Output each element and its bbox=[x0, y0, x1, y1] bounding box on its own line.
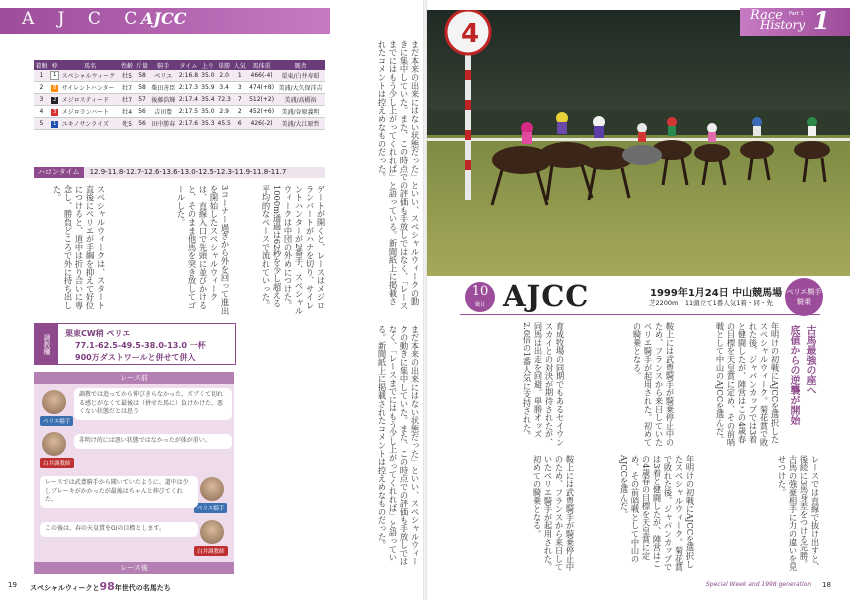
body-column: まだ本来の出来にはない状態だった」といい、スペシャルウィークの動きに集中していた。また、この時点での評価も手放しではなく、「レースまでにはもう少し上がってくれれば」と語っている。新聞紙上に掲載されたコメントは控えめなものだった。 bbox=[377, 325, 420, 566]
col-header: 厩舎 bbox=[276, 60, 325, 70]
page-number-left: 19 bbox=[8, 581, 17, 589]
table-cell: スペシャルウィーク bbox=[61, 70, 120, 82]
table-row bbox=[34, 82, 325, 94]
table-cell: 3 bbox=[232, 82, 247, 94]
post-trainer-comment: この後は、春の天皇賞をGⅠの目標とします。 bbox=[40, 522, 198, 537]
trainer-face-icon bbox=[200, 520, 224, 544]
race-date: 1999年1月24日 中山競馬場 bbox=[650, 288, 783, 299]
table-cell: 2 bbox=[34, 82, 49, 94]
table-row bbox=[34, 70, 325, 82]
table-cell: 美浦/高橋裕 bbox=[276, 94, 325, 106]
table-cell: 35.4 bbox=[200, 94, 216, 106]
training-tag: 調教欄 bbox=[35, 324, 58, 364]
jockey-face-icon bbox=[200, 477, 224, 501]
table-cell: 56 bbox=[135, 106, 150, 118]
race-photo bbox=[427, 10, 850, 276]
comment-box-header: レース前 bbox=[34, 372, 234, 384]
body-column: 3コーナー過ぎから外を回って進出を開始したスペシャルウィークは、直線入口で先頭に並びかけると、そのまま他馬を突き放してゴールした。 bbox=[176, 185, 230, 315]
training-line2: 77.1-62.5-49.5-38.0-13.0 一杯 bbox=[75, 341, 206, 350]
footer-series: Special Week and 1998 generation bbox=[706, 581, 812, 588]
race-title: AJCC bbox=[503, 279, 590, 313]
col-header: 人気 bbox=[232, 60, 247, 70]
jockey-label-name: ペリエ騎手 bbox=[786, 288, 822, 296]
left-header-caps: A J C C bbox=[22, 9, 147, 29]
table-cell: 35.3 bbox=[200, 118, 216, 130]
table-cell: メジロスティード bbox=[61, 94, 120, 106]
table-cell: 田中勝春 bbox=[149, 118, 177, 130]
training-line3: 900万ダストワールと併せて併入 bbox=[75, 353, 196, 362]
table-cell: ペリエ bbox=[149, 70, 177, 82]
training-line1: 栗東CW稍 ペリエ bbox=[65, 329, 131, 338]
table-cell bbox=[49, 106, 61, 118]
body-column: まだ本来の出来にはない状態だった」といい、スペシャルウィークの動きに集中していた。また、この時点での評価も手放しではなく、「レースまでにはもう少し上がってくれれば」と語っている。新聞紙上に掲載されたコメントは控えめなものだった。 bbox=[377, 40, 420, 310]
col-header: 性齢 bbox=[120, 60, 135, 70]
jockey-label-badge bbox=[785, 278, 823, 316]
table-cell bbox=[49, 118, 61, 130]
body-column: スペシャルウィークは、スタート直後にペリエが手綱を抑えて好位につけると、道中は折り合いに専念し、勝負どころで外に持ち出した。 bbox=[52, 185, 106, 310]
col-header: 馬体重 bbox=[247, 60, 276, 70]
table-cell: 2:17.6 bbox=[177, 118, 200, 130]
table-cell: 45.5 bbox=[216, 118, 232, 130]
table-cell: 58 bbox=[135, 82, 150, 94]
lap-label: ハロンタイム bbox=[34, 167, 84, 178]
table-cell: 35.9 bbox=[200, 82, 216, 94]
footer-title-big: 98 bbox=[99, 580, 115, 593]
col-header: 騎手 bbox=[149, 60, 177, 70]
table-cell: 牡5 bbox=[120, 70, 135, 82]
table-row bbox=[34, 94, 325, 106]
right-header-race: Race bbox=[750, 8, 783, 23]
table-cell: 2.0 bbox=[216, 70, 232, 82]
table-cell: 3.4 bbox=[216, 82, 232, 94]
table-cell: 2:17.4 bbox=[177, 94, 200, 106]
title-rule bbox=[460, 314, 820, 315]
pre-jockey-comment: 調教では追ってから伸びきらなかった。ズブくて切れる感じがなくて最後は（併せた馬に）負けかけた。悪くない状態だとは思う bbox=[74, 388, 232, 420]
race-number: 10 bbox=[471, 284, 489, 299]
body-column: 年明けの初戦にAJCCを選択したスペシャルウィーク。菊花賞で敗れた後、ジャパンカップでは3着と健闘したが、陣営はこの4歳春の目標を天皇賞に定め、その前哨戦として中山のAJCCを選んだ。 bbox=[715, 322, 780, 447]
table-cell: 牝5 bbox=[120, 118, 135, 130]
gate-badge: 2 bbox=[53, 96, 57, 103]
lap-value: 12.9-11.8-12.7-12.6-13.6-13.0-12.5-12.3-11.9-11.8-11.7 bbox=[89, 168, 287, 176]
table-cell: 57 bbox=[135, 94, 150, 106]
col-header: タイム bbox=[177, 60, 200, 70]
table-cell: 2.9 bbox=[216, 106, 232, 118]
table-row bbox=[34, 106, 325, 118]
body-column: ゲートが開くと、レースはメジロランバートがハナを切り、サイレントハンターが2番手、スペシャルウィークは中団の外めにつけた。1000m通過は62秒を少し超える平均的なペースで流れていった。 bbox=[261, 185, 326, 315]
footer-title-post: 年世代の名馬たち bbox=[114, 584, 171, 592]
table-cell: 56 bbox=[135, 118, 150, 130]
table-cell: 58 bbox=[135, 70, 150, 82]
gate-badge: 1 bbox=[50, 71, 59, 80]
training-box bbox=[34, 323, 236, 365]
table-cell: 牡7 bbox=[120, 82, 135, 94]
col-header: 単勝 bbox=[216, 60, 232, 70]
trainer-name-tag: 白井調教師 bbox=[194, 546, 228, 556]
body-column: 鞍上には武豊騎手が騎乗停止中のため、フランスから来日していたペリエ騎手が起用された。初めての騎乗となる。 bbox=[632, 322, 675, 447]
table-cell: 6 bbox=[232, 118, 247, 130]
gate-badge: 1 bbox=[53, 120, 57, 127]
table-cell: 2:16.8 bbox=[177, 70, 200, 82]
col-header: 斤量 bbox=[135, 60, 150, 70]
table-cell: 美浦/大久保洋吉 bbox=[276, 82, 325, 94]
comment-box bbox=[34, 372, 234, 574]
table-cell: サイレントハンター bbox=[61, 82, 120, 94]
table-cell: 2:17.5 bbox=[177, 106, 200, 118]
right-header-number: 1 bbox=[813, 6, 830, 35]
table-cell bbox=[49, 70, 61, 82]
table-cell: 466(-4) bbox=[247, 70, 276, 82]
footer-title-left bbox=[30, 580, 171, 593]
table-cell: 426(-2) bbox=[247, 118, 276, 130]
table-cell: 1 bbox=[34, 70, 49, 82]
jockey-face-icon bbox=[42, 390, 66, 414]
table-cell: 柴田善臣 bbox=[149, 82, 177, 94]
table-cell: 72.3 bbox=[216, 94, 232, 106]
trainer-name-tag: 白井調教師 bbox=[40, 458, 74, 468]
trainer-face-icon bbox=[42, 432, 66, 456]
body-column: 年明けの初戦にAJCCを選択したスペシャルウィーク。菊花賞で敗れた後、ジャパンカップでは3着と健闘したが、陣営はこの4歳春の目標を天皇賞に定め、その前哨戦として中山のAJCCを選んだ。 bbox=[619, 455, 695, 572]
table-cell: 美浦/谷原義明 bbox=[276, 106, 325, 118]
table-cell: ユキノサンライズ bbox=[61, 118, 120, 130]
race-photo-illustration bbox=[427, 10, 850, 276]
table-cell: 牡7 bbox=[120, 94, 135, 106]
table-cell: 吉田豊 bbox=[149, 106, 177, 118]
headline-line1: 古馬最強の座へ bbox=[804, 325, 815, 395]
jockey-label-role: 騎乗 bbox=[797, 298, 811, 306]
right-header-part: Part 1 bbox=[789, 11, 804, 17]
body-column: レースでは直線で抜け出すと、後続に3馬身差をつける完勝。古馬の強豪相手に力の違いを見せつけた。 bbox=[777, 455, 820, 572]
table-cell: 2:17.3 bbox=[177, 82, 200, 94]
comment-box-footer: レース後 bbox=[34, 562, 234, 574]
table-cell: 美浦/大江原哲 bbox=[276, 118, 325, 130]
headline-line2: 底値からの逆襲が開始 bbox=[788, 325, 799, 425]
jockey-name-tag: ペリエ騎手 bbox=[40, 416, 73, 426]
table-cell: 後藤浩輝 bbox=[149, 94, 177, 106]
table-cell: 512(+2) bbox=[247, 94, 276, 106]
pre-trainer-comment: 휴明け的には悪い状態ではなかったが体が重い。 bbox=[74, 434, 232, 449]
col-header: 馬名 bbox=[61, 60, 120, 70]
right-header-history: History bbox=[760, 18, 806, 32]
table-cell bbox=[49, 94, 61, 106]
gate-badge: 8 bbox=[53, 84, 57, 91]
table-cell bbox=[49, 82, 61, 94]
table-row bbox=[34, 118, 325, 130]
svg-text:4: 4 bbox=[461, 19, 480, 49]
col-header: 上り bbox=[200, 60, 216, 70]
post-jockey-comment: レースでは武豊騎手から聞いていたように、道中は少しブレーキがかかったが最後はちゃんと伸びてくれた。 bbox=[40, 476, 198, 508]
table-cell: 452(+6) bbox=[247, 106, 276, 118]
table-cell: 栗東/白井寿昭 bbox=[276, 70, 325, 82]
footer-title-pre: スペシャルウィークと bbox=[30, 584, 100, 592]
table-cell: 1 bbox=[232, 70, 247, 82]
col-header: 着順 bbox=[34, 60, 49, 70]
table-cell: 474(+8) bbox=[247, 82, 276, 94]
lap-times bbox=[34, 167, 325, 178]
left-header-italic: AJCC bbox=[141, 9, 187, 28]
table-cell: 牡4 bbox=[120, 106, 135, 118]
table-cell: 35.0 bbox=[200, 106, 216, 118]
table-cell: 5 bbox=[34, 118, 49, 130]
body-column: 育成牧場の同期でもあるセイウンスカイとの対決が期待されたが、同馬は出走を回避。単勝オッズ2.0倍の1番人気に支持された。 bbox=[522, 322, 565, 447]
table-cell: メジロランバート bbox=[61, 106, 120, 118]
race-number-suffix: 戦目 bbox=[474, 302, 485, 308]
table-cell: 4 bbox=[34, 106, 49, 118]
jockey-name-tag: ペリエ騎手 bbox=[194, 503, 227, 513]
results-header-row bbox=[34, 60, 325, 70]
table-cell: 7 bbox=[232, 94, 247, 106]
gate-badge: 3 bbox=[53, 108, 57, 115]
race-number-badge bbox=[465, 282, 495, 312]
table-cell: 3 bbox=[34, 94, 49, 106]
body-column: 鞍上には武豊騎手が騎乗停止中のため、フランスから来日していたペリエ騎手が起用された。初めての騎乗となる。 bbox=[532, 455, 575, 572]
page-number-right: 18 bbox=[822, 581, 831, 589]
col-header: 枠 bbox=[49, 60, 61, 70]
results-body bbox=[34, 70, 325, 130]
race-info: 芝2200m 11頭立て1番人気1着・同・先 bbox=[649, 299, 773, 307]
results-table bbox=[34, 60, 325, 130]
table-cell: 2 bbox=[232, 106, 247, 118]
table-cell: 35.0 bbox=[200, 70, 216, 82]
